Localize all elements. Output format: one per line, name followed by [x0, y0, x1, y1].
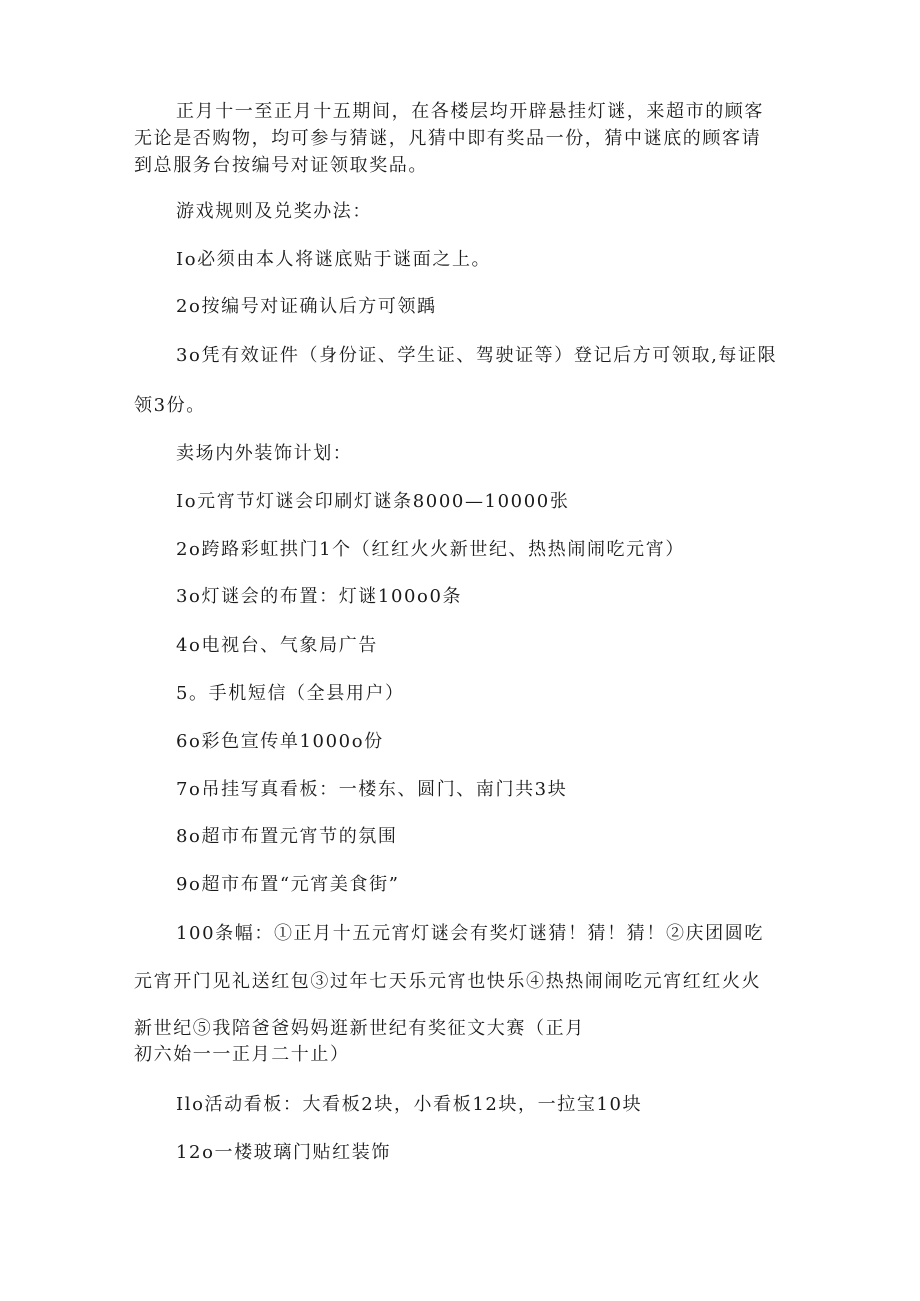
intro-line-3: 到总服务台按编号对证领取奖品。 [134, 155, 428, 176]
decoration-item-9: 9o超市布置“元宵美食街” [176, 874, 400, 895]
banners-line-3: 新世纪⑤我陪爸爸妈妈逛新世纪有奖征文大赛（正月 [134, 1018, 585, 1039]
rule-item-3: 3o凭有效证件（身份证、学生证、驾驶证等）登记后方可领取,每证限 [176, 345, 778, 366]
decoration-item-1: Io元宵节灯谜会印刷灯谜条8000—10000张 [176, 491, 570, 512]
rules-heading: 游戏规则及兑奖办法： [176, 201, 372, 222]
glass-door-decoration-item: 12o一楼玻璃门贴红装饰 [176, 1142, 391, 1163]
decoration-item-4: 4o电视台、气象局广告 [176, 635, 378, 656]
banners-block-end [134, 1016, 794, 1068]
rule-item-1: Io必须由本人将谜底贴于谜面之上。 [176, 249, 492, 270]
decoration-heading: 卖场内外装饰计划： [176, 443, 353, 464]
activity-boards-item: Ilo活动看板：大看板2块，小看板12块，一拉宝10块 [176, 1094, 643, 1115]
decoration-item-8: 8o超市布置元宵节的氛围 [176, 826, 398, 847]
rule-item-2: 2o按编号对证确认后方可领踽 [176, 296, 437, 317]
intro-line-1: 正月十一至正月十五期间，在各楼层均开辟悬挂灯谜，来超市的顾客 [176, 101, 764, 122]
rule-item-3-continued: 领3份。 [134, 395, 206, 416]
intro-paragraph [134, 98, 794, 179]
intro-line-2: 无论是否购物，均可参与猜谜，凡猜中即有奖品一份，猜中谜底的顾客请 [134, 128, 762, 149]
banners-line-4: 初六始一一正月二十止） [134, 1044, 350, 1065]
banners-line-1: 100条幅：①正月十五元宵灯谜会有奖灯谜猜！猜！猜！②庆团圆吃 [176, 923, 764, 944]
banners-line-2: 元宵开门见礼送红包③过年七天乐元宵也快乐④热热闹闹吃元宵红红火火 [134, 971, 762, 992]
decoration-item-7: 7o吊挂写真看板：一楼东、圆门、南门共3块 [176, 779, 568, 800]
decoration-item-3: 3o灯谜会的布置：灯谜100o0条 [176, 586, 463, 607]
decoration-item-2: 2o跨路彩虹拱门1个（红红火火新世纪、热热闹闹吃元宵） [176, 539, 685, 560]
decoration-item-5: 5。手机短信（全县用户） [176, 683, 405, 704]
decoration-item-6: 6o彩色宣传单1000o份 [176, 731, 384, 752]
